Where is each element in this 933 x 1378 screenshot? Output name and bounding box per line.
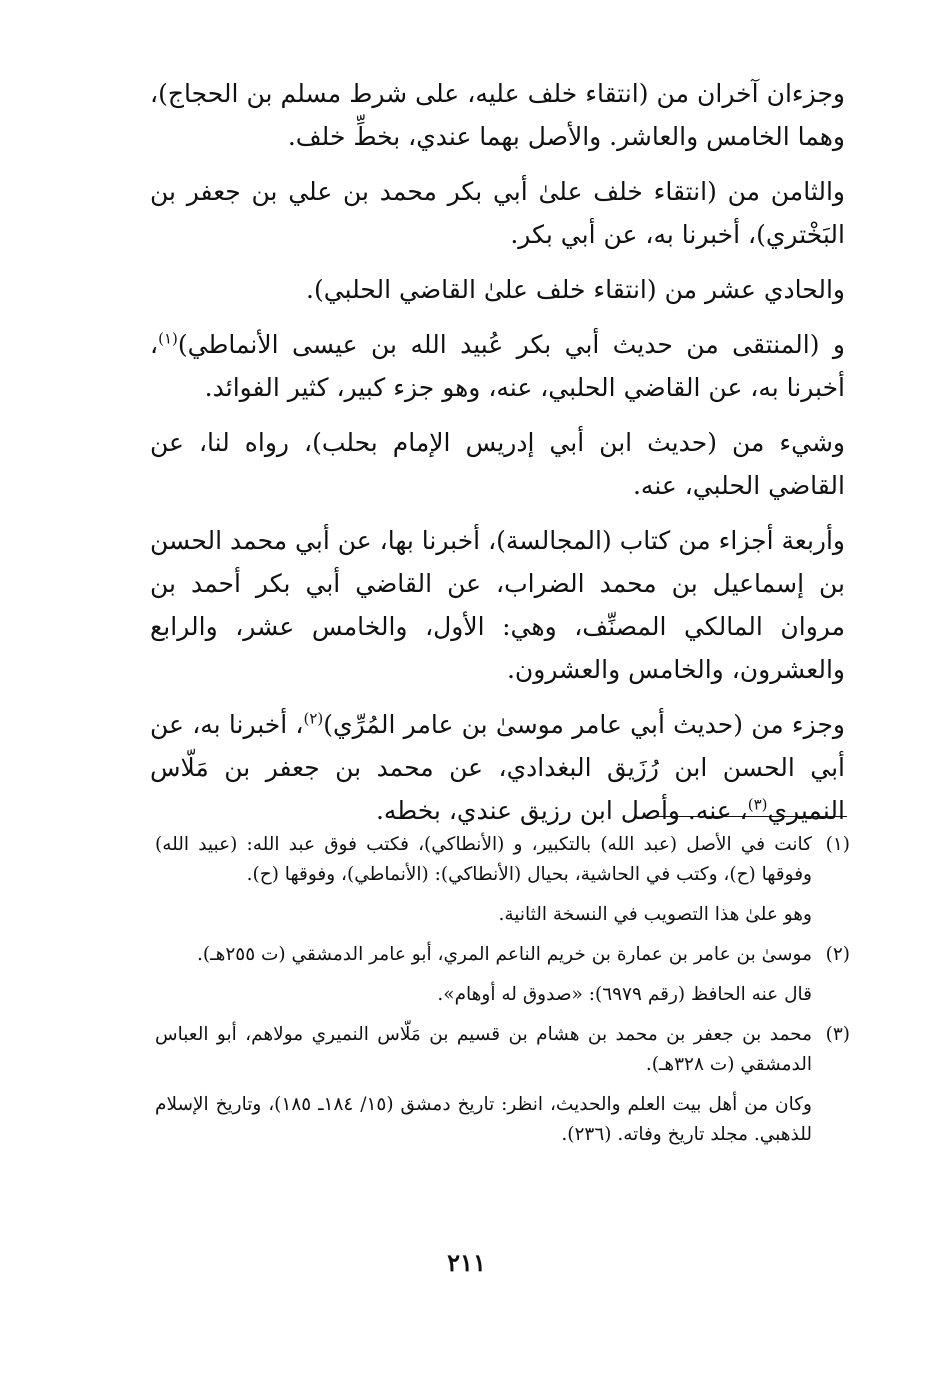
footnote-text: كانت في الأصل (عبد الله) بالتكبير، و (الأنطاكي)، فكتب فوق عبد الله: (عبيد الله) وفوقها (ح)، وكتب في الحاشية، بحيال (الأنطاكي): (الأنماطي)، وفوقها (ح).	[155, 834, 812, 885]
footnote-continuation: وكان من أهل بيت العلم والحديث، انظر: تاريخ دمشق (١٥/ ١٨٤ـ ١٨٥)، وتاريخ الإسلام للذهبي. مجلد تاريخ وفاته. (٢٣٦).	[155, 1094, 812, 1145]
paragraph-4-text-after: ، أخبرنا به، عن القاضي الحلبي، عنه، وهو جزء كبير، كثير الفوائد.	[150, 330, 845, 402]
footnote-continuation: قال عنه الحافظ (رقم ٦٩٧٩): «صدوق له أوهام».	[437, 984, 812, 1005]
footnotes	[155, 830, 850, 1160]
footnote-2	[155, 940, 850, 1010]
paragraph-6-text: وأربعة أجزاء من كتاب (المجالسة)، أخبرنا بها، عن أبي محمد الحسن بن إسماعيل بن محمد الضراب، عن القاضي أبي بكر أحمد بن مروان المالكي المصنِّف، وهي: الأول، والخامس عشر، والرابع والعشرون، والخامس والعشرون.	[150, 526, 845, 684]
paragraph-7-text-end: ، عنه. وأصل ابن رزيق عندي، بخطه.	[375, 796, 748, 825]
footnote-3-line	[155, 1020, 850, 1080]
footnote-number: (٣)	[825, 1024, 850, 1045]
paragraph-1-text: وجزءان آخران من (انتقاء خلف عليه، على شرط مسلم بن الحجاج)، وهما الخامس والعاشر. والأصل بهما عندي، بخطِّ خلف.	[150, 79, 845, 151]
footnote-ref-3[interactable]: (٣)	[747, 795, 768, 814]
paragraph-3	[150, 268, 845, 311]
footnote-number: (١)	[825, 834, 850, 855]
footnote-2-line	[155, 940, 850, 970]
paragraph-7	[150, 703, 845, 832]
paragraph-7-text: وجزء من (حديث أبي عامر موسىٰ بن عامر المُرِّي)	[323, 710, 845, 739]
paragraph-5	[150, 421, 845, 507]
paragraph-2	[150, 170, 845, 256]
footnote-text: موسىٰ بن عامر بن عمارة بن خريم الناعم المري، أبو عامر الدمشقي (ت ٢٥٥هـ).	[197, 944, 812, 965]
paragraph-3-text: والحادي عشر من (انتقاء خلف علىٰ القاضي الحلبي).	[306, 275, 845, 304]
paragraph-5-text: وشيء من (حديث ابن أبي إدريس الإمام بحلب)، رواه لنا، عن القاضي الحلبي، عنه.	[150, 428, 845, 500]
footnote-1	[155, 830, 850, 930]
footnote-ref-2[interactable]: (٢)	[303, 709, 324, 728]
paragraph-4-text: و (المنتقى من حديث أبي بكر عُبيد الله بن عيسى الأنماطي)	[177, 330, 845, 359]
paragraph-1	[150, 72, 845, 158]
footnote-text: محمد بن جعفر بن محمد بن هشام بن قسيم بن مَلّاس النميري مولاهم، أبو العباس الدمشقي (ت ٣٢٨هـ).	[155, 1024, 812, 1075]
page-number: ٢١١	[447, 1248, 486, 1277]
footnote-continuation: وهو علىٰ هذا التصويب في النسخة الثانية.	[498, 904, 812, 925]
paragraph-2-text: والثامن من (انتقاء خلف علىٰ أبي بكر محمد بن علي بن جعفر بن البَخْتري)، أخبرنا به، عن أبي بكر.	[150, 177, 845, 249]
main-text	[150, 72, 845, 844]
paragraph-6	[150, 519, 845, 691]
paragraph-4	[150, 323, 845, 409]
footnote-3	[155, 1020, 850, 1150]
footnote-separator	[655, 816, 847, 817]
footnote-number: (٢)	[825, 944, 850, 965]
footnote-1-line	[155, 830, 850, 890]
footnote-ref-1[interactable]: (١)	[158, 329, 178, 348]
paragraph-7-text-after: ، أخبرنا به، عن أبي الحسن ابن رُزَيق البغدادي، عن محمد بن جعفر بن مَلّاس النميري	[150, 710, 845, 825]
